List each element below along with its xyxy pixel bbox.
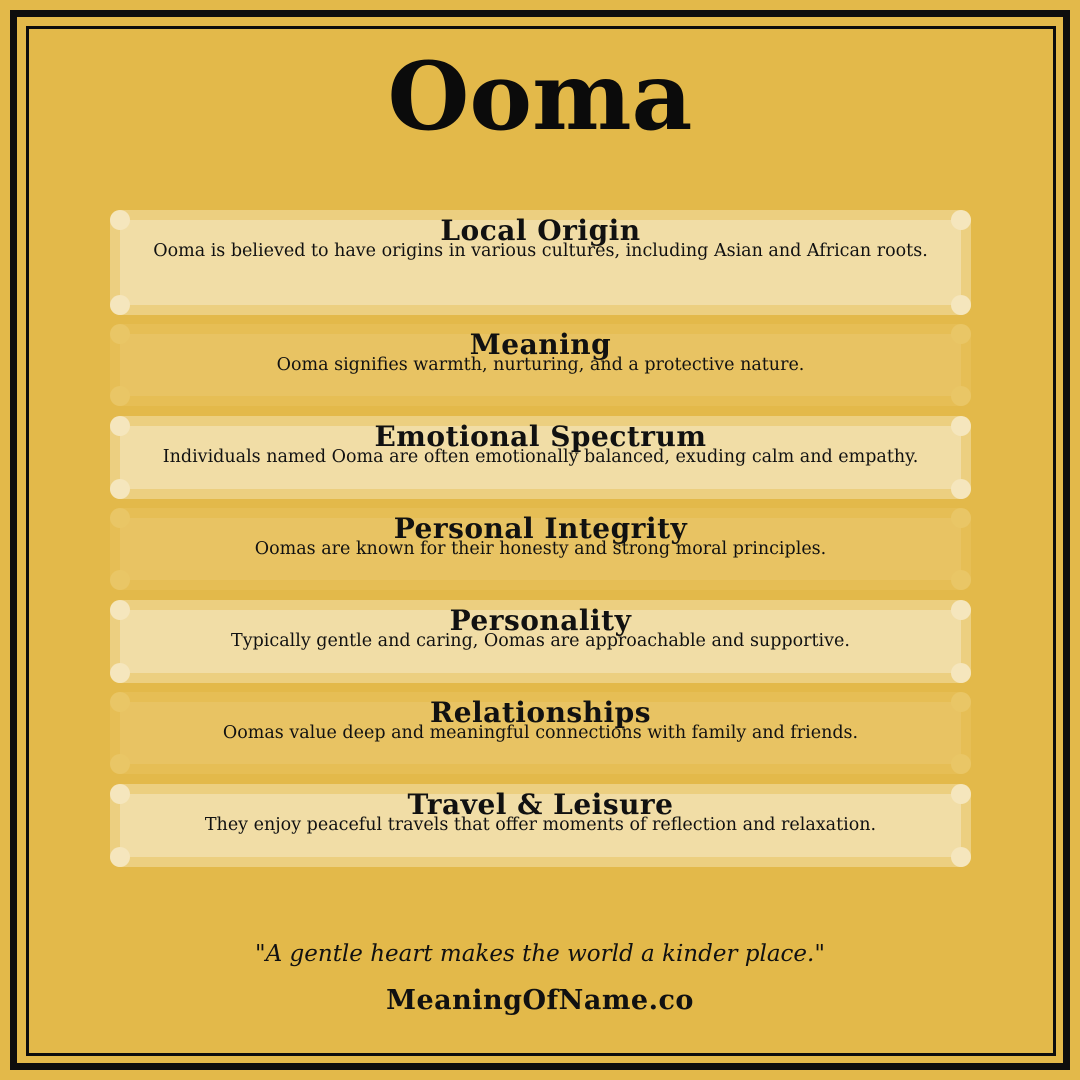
section-heading: Personality bbox=[449, 604, 632, 637]
section-text: Oomas are known for their honesty and strong moral principles. bbox=[254, 539, 827, 559]
section-text: Individuals named Ooma are often emotionally balanced, exuding calm and empathy. bbox=[162, 447, 919, 467]
scroll-knob bbox=[951, 295, 971, 315]
section-card-relationships bbox=[110, 692, 971, 774]
scroll-knob bbox=[110, 663, 130, 683]
section-heading: Travel & Leisure bbox=[407, 788, 674, 821]
scroll-knob bbox=[110, 295, 130, 315]
section-heading: Local Origin bbox=[440, 214, 641, 247]
section-heading: Meaning bbox=[469, 328, 612, 361]
scroll-knob bbox=[951, 663, 971, 683]
scroll-knob bbox=[110, 847, 130, 867]
scroll-knob bbox=[951, 754, 971, 774]
scroll-knob bbox=[951, 479, 971, 499]
section-card-personality bbox=[110, 600, 971, 683]
section-text: Typically gentle and caring, Oomas are approachable and supportive. bbox=[231, 631, 850, 651]
scroll-knob bbox=[951, 847, 971, 867]
scroll-knob bbox=[110, 754, 130, 774]
section-text: Oomas value deep and meaningful connections with family and friends. bbox=[222, 723, 859, 743]
quote: "A gentle heart makes the world a kinder place." bbox=[255, 941, 825, 967]
section-text: Ooma signifies warmth, nurturing, and a protective nature. bbox=[276, 355, 805, 375]
section-heading: Emotional Spectrum bbox=[374, 420, 707, 453]
scroll-knob bbox=[110, 570, 130, 590]
section-heading: Relationships bbox=[429, 696, 652, 729]
section-card-personal-integrity bbox=[110, 508, 971, 590]
site-name: MeaningOfName.co bbox=[386, 985, 694, 1016]
scroll-knob bbox=[951, 570, 971, 590]
scroll-knob bbox=[110, 479, 130, 499]
name-title: Ooma bbox=[387, 42, 693, 152]
section-card-local-origin bbox=[110, 210, 971, 315]
section-card-emotional-spectrum bbox=[110, 416, 971, 499]
section-text: Ooma is believed to have origins in various cultures, including Asian and African roots. bbox=[153, 241, 928, 261]
section-text: They enjoy peaceful travels that offer moments of reflection and relaxation. bbox=[204, 815, 877, 835]
section-card-travel-leisure bbox=[110, 784, 971, 867]
scroll-knob bbox=[951, 386, 971, 406]
section-card-meaning bbox=[110, 324, 971, 406]
scroll-knob bbox=[110, 386, 130, 406]
section-heading: Personal Integrity bbox=[393, 512, 688, 545]
